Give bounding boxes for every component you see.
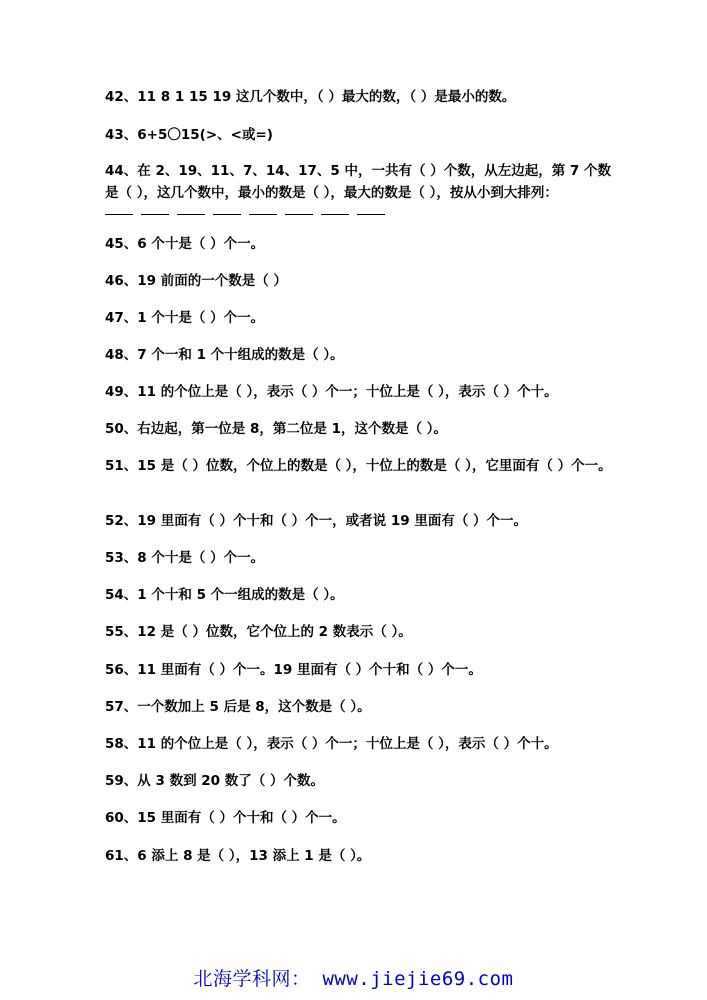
blank-line xyxy=(141,214,169,215)
blank-line xyxy=(213,214,241,215)
question-60: 60、15 里面有（ ）个十和（ ）个一。 xyxy=(105,810,346,826)
question-59: 59、从 3 数到 20 数了（ ）个数。 xyxy=(105,773,324,789)
blank-line xyxy=(105,214,133,215)
question-53: 53、8 个十是（ ）个一。 xyxy=(105,550,265,566)
answer-blanks xyxy=(105,206,393,215)
question-55: 55、12 是（ ）位数，它个位上的 2 数表示（ ）。 xyxy=(105,624,412,640)
question-52: 52、19 里面有（ ）个十和（ ）个一，或者说 19 里面有（ ）个一。 xyxy=(105,513,528,529)
question-44: 44、在 2、19、11、7、14、17、5 中，一共有（ ）个数，从左边起，第 7 个数是（ ），这几个数中，最小的数是（ ），最大的数是（ ），按从小到大排列： xyxy=(105,163,612,201)
question-50: 50、右边起，第一位是 8，第二位是 1，这个数是（ ）。 xyxy=(105,421,447,437)
blank-line xyxy=(321,214,349,215)
question-48: 48、7 个一和 1 个十组成的数是（ ）。 xyxy=(105,347,344,363)
blank-line xyxy=(249,214,277,215)
question-56: 56、11 里面有（ ）个一。19 里面有（ ）个十和（ ）个一。 xyxy=(105,662,482,678)
question-61: 61、6 添上 8 是（ ），13 添上 1 是（ ）。 xyxy=(105,848,371,864)
question-45: 45、6 个十是（ ）个一。 xyxy=(105,236,265,252)
blank-line xyxy=(357,214,385,215)
question-46: 46、19 前面的一个数是（ ） xyxy=(105,273,287,289)
question-57: 57、一个数加上 5 后是 8，这个数是（ ）。 xyxy=(105,699,371,715)
footer-website[interactable]: 北海学科网： www.jiejie69.com xyxy=(193,968,514,990)
blank-line xyxy=(177,214,205,215)
question-49: 49、11 的个位上是（ ），表示（ ）个一；十位上是（ ），表示（ ）个十。 xyxy=(105,384,558,400)
question-42: 42、11 8 1 15 19 这几个数中，（ ）最大的数，（ ）是最小的数。 xyxy=(105,89,516,105)
question-47: 47、1 个十是（ ）个一。 xyxy=(105,310,265,326)
blank-line xyxy=(285,214,313,215)
question-58: 58、11 的个位上是（ ），表示（ ）个一；十位上是（ ），表示（ ）个十。 xyxy=(105,736,558,752)
question-43: 43、6+5〇15(>、<或=) xyxy=(105,127,273,143)
question-54: 54、1 个十和 5 个一组成的数是（ ）。 xyxy=(105,587,344,603)
question-51: 51、15 是（ ）位数，个位上的数是（ ），十位上的数是（ ），它里面有（ ）个一。 xyxy=(105,458,612,474)
